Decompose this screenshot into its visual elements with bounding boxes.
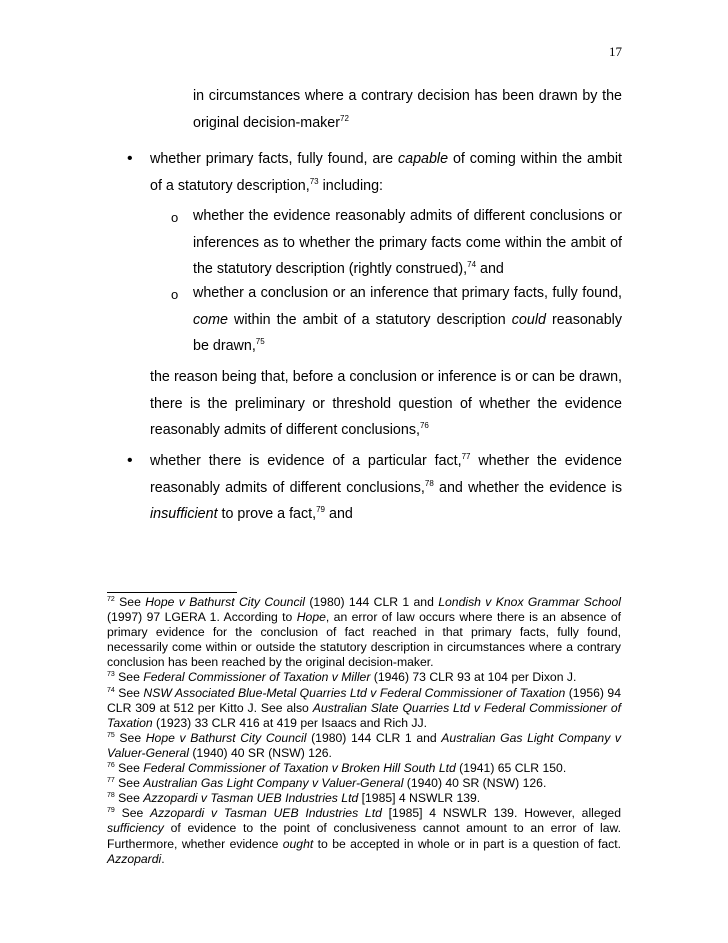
emphasis-insufficient: insufficient (150, 506, 218, 522)
emphasis-capable: capable (397, 151, 449, 167)
footnote-ref-76[interactable]: 76 (419, 421, 429, 430)
footnote-ref-72[interactable]: 72 (340, 113, 349, 123)
footnote-ref-78[interactable]: 78 (424, 478, 434, 488)
bullet-icon: • (127, 452, 133, 469)
bullet-item-capable: whether primary facts, fully found, are capable of coming within the ambit of a statutory description,$^{73}$ including: (150, 151, 622, 194)
footnote-ref-75[interactable]: 75 (255, 337, 265, 346)
footnote-ref-73[interactable]: 73 (309, 176, 319, 186)
footnote-ref-74[interactable]: 74 (467, 260, 477, 269)
footnote-79: $^{79}$ See Azzopardi v Tasman UEB Industries Ltd [1985] 4 NSWLR 139. However, alleged sufficiency of evidence to the point of conclusiveness cannot amount to an error of law. Furthermore, whether evidence ought to be accepted in whole or in part is a question of fact. Azzopardi. (107, 806, 621, 866)
reason-paragraph: the reason being that, before a conclusion or inference is or can be drawn, there is the preliminary or threshold question of whether the evidence reasonably admits of different conclusions,$^{76}$ (150, 369, 622, 438)
footnote-77: $^{77}$ See Australian Gas Light Company v Valuer-General (1940) 40 SR (NSW) 126. (107, 776, 547, 791)
bullet-item-evidence: whether there is evidence of a particular fact,$^{77}$ whether the evidence reasonably admits of different conclusions,$^{78}$ and whether the evidence is insufficient to prove a fact,$^{79}$ and (150, 452, 622, 522)
footnote-72: $^{72}$ See Hope v Bathurst City Council (1980) 144 CLR 1 and Londish v Knox Grammar School (1997) 97 LGERA 1. According to Hope, an error of law occurs where there is an absence of primary evidence for the conclusion of fact reached in that primary facts, fully found, necessarily come within or outside the statutory description in circumstances where a contrary conclusion has been reached by the original decision-maker. (107, 595, 622, 670)
sub-item-evidence: whether the evidence reasonably admits of different conclusions or inferences as to whether the primary facts come within the ambit of the statutory description (rightly construed),$^{74}$ and (193, 208, 622, 277)
footnote-75: $^{75}$ See Hope v Bathurst City Council (1980) 144 CLR 1 and Australian Gas Light Company v Valuer-General (1940) 40 SR (NSW) 126. (107, 730, 621, 760)
footnote-73: $^{73}$ See Federal Commissioner of Taxation v Miller (1946) 73 CLR 93 at 104 per Dixon J. (107, 670, 577, 685)
sub-bullet-icon: o (171, 210, 179, 225)
continuation-paragraph (193, 83, 622, 136)
sub-bullet-icon: o (171, 287, 179, 302)
footnote-74: $^{74}$ See NSW Associated Blue-Metal Quarries Ltd v Federal Commissioner of Taxation (1956) 94 CLR 309 at 512 per Kitto J. See also Australian Slate Quarries Ltd v Federal Commissioner of Taxation (1923) 33 CLR 416 at 419 per Isaacs and Rich JJ. (107, 685, 622, 730)
footnote-78: $^{78}$ See Azzopardi v Tasman UEB Industries Ltd [1985] 4 NSWLR 139. (107, 791, 481, 806)
footnotes (107, 595, 621, 867)
page-number: 17 (609, 44, 622, 59)
footnote-ref-77[interactable]: 77 (461, 452, 471, 461)
emphasis-could: could (511, 311, 546, 328)
emphasis-come: come (193, 311, 228, 328)
bullet-icon: • (127, 150, 133, 167)
footnote-divider (107, 592, 237, 593)
footnote-76: $^{76}$ See Federal Commissioner of Taxation v Broken Hill South Ltd (1941) 65 CLR 150. (107, 761, 567, 776)
footnote-ref-79[interactable]: 79 (316, 505, 326, 514)
sub-item-conclusion: whether a conclusion or an inference that primary facts, fully found, come within the ambit of a statutory description could reasonably be drawn,$^{75}$ (193, 285, 622, 354)
continuation-text: in circumstances where a contrary decision has been drawn by the original decision-maker (193, 88, 622, 131)
